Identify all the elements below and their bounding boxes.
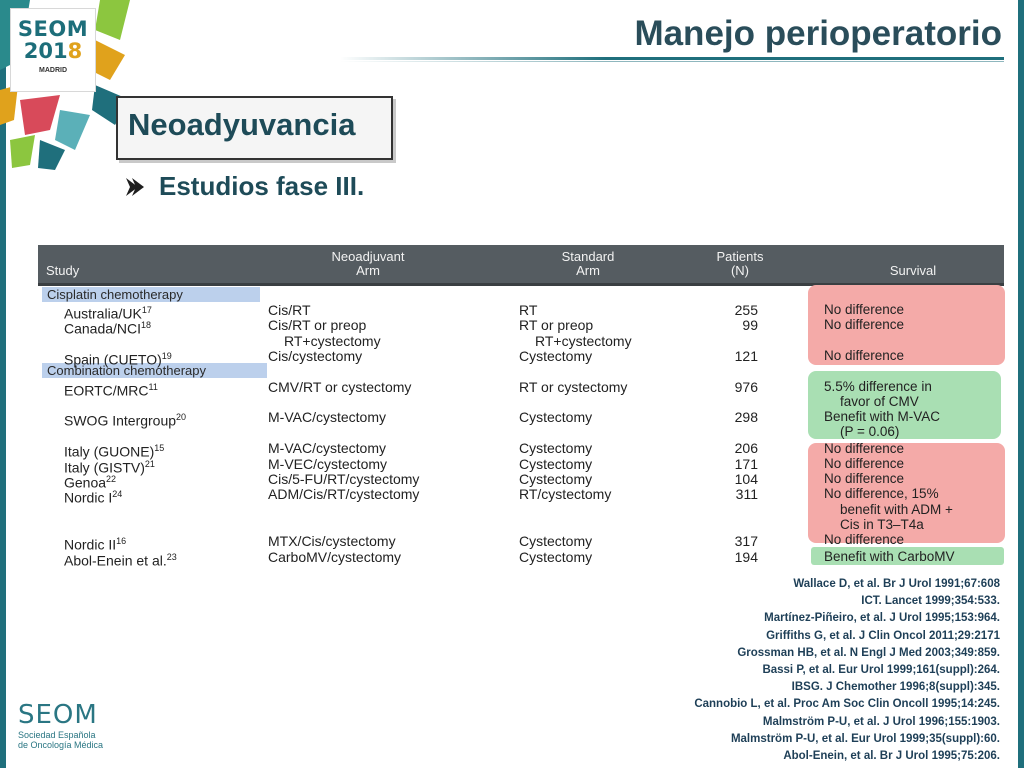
survival-text: No difference [824, 441, 905, 456]
references-list [694, 576, 1000, 765]
table-row-neo-cont: RT+cystectomy [284, 333, 381, 349]
reference-item: Grossman HB, et al. N Engl J Med 2003;349:859. [737, 646, 1000, 659]
header-neo-line1: Neoadjuvant [331, 249, 405, 264]
survival-text: No difference, 15% [824, 486, 939, 501]
seom-footer-line1: Sociedad Española [18, 730, 96, 740]
table-row-n: 255 [734, 302, 758, 318]
table-row-std: Cystectomy [519, 440, 593, 456]
table-row-n: 99 [742, 317, 758, 333]
seom-footer-logo [18, 700, 103, 750]
table-row-neo: CMV/RT or cystectomy [268, 379, 412, 395]
table-row-std: Cystectomy [519, 471, 593, 487]
reference-item: IBSG. J Chemother 1996;8(suppl):345. [791, 681, 1000, 694]
table-row-std: Cystectomy [519, 549, 593, 565]
header-neo-line2: Arm [356, 263, 380, 278]
survival-text: No difference [824, 532, 905, 547]
header-patients-line2: (N) [730, 263, 750, 278]
group-cisplatin: Cisplatin chemotherapy [42, 287, 260, 302]
table-row-std: RT [519, 302, 538, 318]
table-row-neo: MTX/Cis/cystectomy [268, 533, 396, 549]
group-combination: Combination chemotherapy [42, 363, 267, 378]
logo-city: MADRID [39, 67, 67, 74]
table-row-study: Nordic II$^{16}$ [64, 536, 127, 553]
table-row-study: Genoa$^{22}$ [64, 474, 117, 491]
table-row-neo: M-VEC/cystectomy [268, 456, 388, 472]
table-row-study: EORTC/MRC$^{11}$ [64, 382, 158, 399]
reference-item: Malmström P-U, et al. J Urol 1996;155:1903. [762, 715, 1000, 728]
arrow-bullet-icon [124, 172, 146, 202]
table-row-study: Italy (GUONE)$^{15}$ [64, 443, 165, 460]
reference-item: Martínez-Piñeiro, et al. J Urol 1995;153:964. [764, 612, 1000, 625]
reference-item: Griffiths G, et al. J Clin Oncol 2011;29:2171 [766, 629, 1000, 642]
section-heading-box [116, 96, 393, 160]
table-row-n: 104 [734, 471, 758, 487]
table-row-std: Cystectomy [519, 533, 593, 549]
table-row-neo: ADM/Cis/RT/cystectomy [268, 486, 420, 502]
survival-text: benefit with ADM + [840, 502, 953, 517]
table-row-n: 976 [734, 379, 758, 395]
survival-text: Benefit with CarboMV [824, 549, 955, 564]
survival-text: (P = 0.06) [840, 424, 900, 439]
table-row-neo: M-VAC/cystectomy [268, 440, 386, 456]
bullet-text: Estudios fase III. [159, 171, 365, 201]
header-study: Study [46, 263, 80, 278]
survival-text: Cis in T3–T4a [840, 517, 924, 532]
table-row-study: Australia/UK$^{17}$ [64, 305, 152, 322]
logo-year: 2018 [23, 39, 83, 63]
title-underline-thin [340, 61, 1004, 62]
header-std-line1: Standard [561, 249, 615, 264]
table-row-n: 206 [734, 440, 758, 456]
table-row-std: RT or cystectomy [519, 379, 628, 395]
table-row-n: 194 [734, 549, 758, 565]
table-row-neo: Cis/RT or preop [268, 317, 367, 333]
table-row-neo: Cis/cystectomy [268, 348, 363, 364]
table-row-n: 171 [734, 456, 758, 472]
table-row-study: Spain (CUETO)$^{19}$ [64, 351, 172, 368]
table-row-std: Cystectomy [519, 409, 593, 425]
table-row-study: Nordic $I^{24}$ [64, 489, 123, 506]
survival-text: Benefit with M-VAC [824, 409, 941, 424]
studies-table [38, 245, 1004, 567]
survival-text: No difference [824, 348, 905, 363]
seom-footer-line2: de Oncología Médica [18, 740, 104, 750]
slide-title: Manejo perioperatorio [634, 14, 1002, 53]
table-row-std: Cystectomy [519, 456, 593, 472]
reference-item: Cannobio L, et al. Proc Am Soc Clin Oncoll 1995;14:245. [694, 698, 1000, 711]
table-row-neo: Cis/RT [268, 302, 311, 318]
title-underline [340, 57, 1004, 60]
table-row-study: Canada/NCI$^{18}$ [64, 320, 152, 337]
reference-item: ICT. Lancet 1999;354:533. [861, 595, 1000, 608]
reference-item: Malmström P-U, et al. Eur Urol 1999;35(suppl):60. [730, 732, 1000, 745]
seom-2018-logo [10, 8, 96, 92]
header-patients-line1: Patients [716, 249, 764, 264]
table-row-std: RT/cystectomy [519, 486, 612, 502]
table-row-study: SWOG Intergroup$^{20}$ [64, 412, 187, 429]
header-survival: Survival [889, 263, 937, 278]
reference-item: Wallace D, et al. Br J Urol 1991;67:608 [793, 578, 1000, 590]
logo-seom-text: SEOM [17, 17, 89, 41]
table-row-study: Abol-Enein et al.$^{23}$ [64, 552, 177, 569]
survival-text: favor of CMV [840, 394, 919, 409]
table-row-study: Italy (GISTV)$^{21}$ [64, 459, 155, 476]
right-accent-bar [1018, 0, 1024, 768]
survival-text: No difference [824, 302, 905, 317]
survival-text: No difference [824, 456, 905, 471]
table-row-n: 121 [734, 348, 758, 364]
table-row-n: 311 [735, 486, 758, 502]
table-header [38, 245, 1004, 286]
table-row-std: RT or preop [519, 317, 594, 333]
header-std-line2: Arm [576, 263, 600, 278]
table-row-std-cont: RT+cystectomy [535, 333, 632, 349]
table-row-neo: CarboMV/cystectomy [268, 549, 402, 565]
reference-item: Abol-Enein, et al. Br J Urol 1995;75:206. [783, 750, 1000, 763]
survival-text: No difference [824, 471, 905, 486]
seom-footer-word: SEOM [18, 700, 98, 730]
table-row-std: Cystectomy [519, 348, 593, 364]
survival-text: 5.5% difference in [824, 379, 932, 394]
table-row-neo: Cis/5-FU/RT/cystectomy [268, 471, 420, 487]
survival-text: No difference [824, 317, 905, 332]
section-title: Neoadyuvancia [128, 107, 356, 142]
table-row-n: 298 [734, 409, 758, 425]
reference-item: Bassi P, et al. Eur Urol 1999;161(suppl):264. [762, 664, 1000, 677]
table-row-neo: M-VAC/cystectomy [268, 409, 386, 425]
table-row-n: 317 [734, 533, 758, 549]
